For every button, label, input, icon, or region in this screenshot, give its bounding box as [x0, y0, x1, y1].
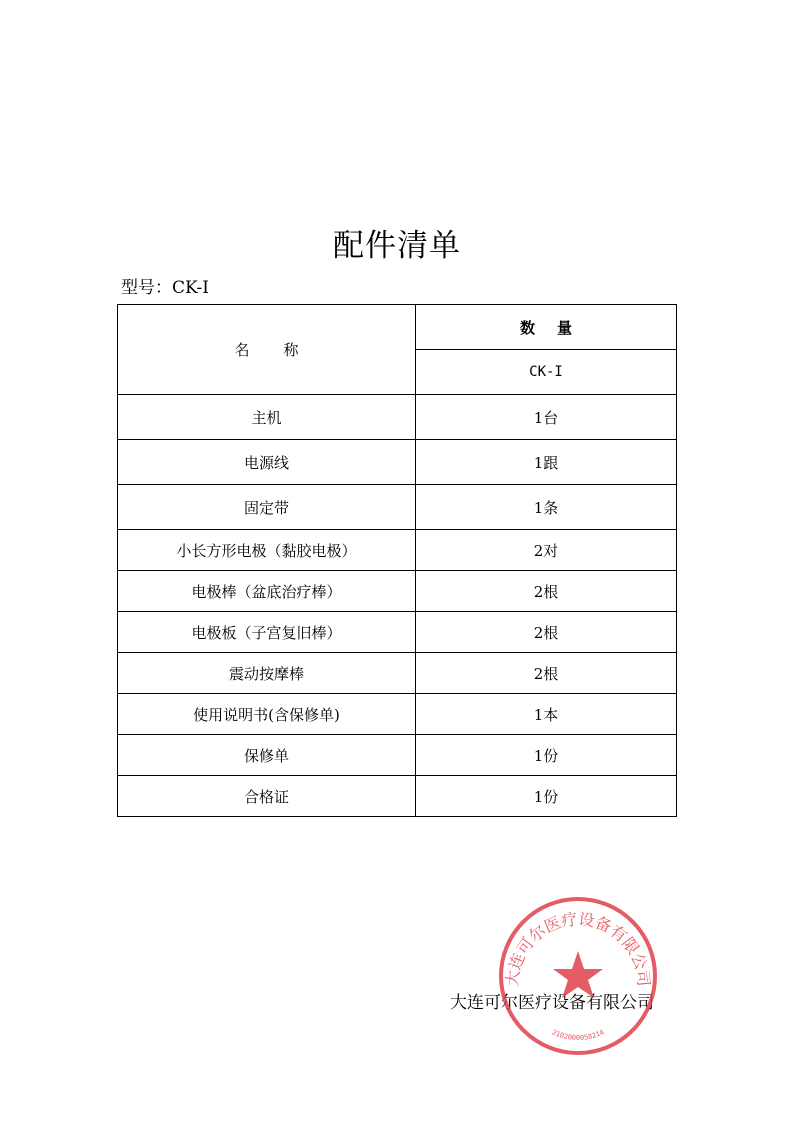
table-row: [118, 694, 677, 735]
item-name: 电极板（子宫复旧棒）: [118, 612, 416, 653]
item-quantity: 1条: [416, 485, 677, 530]
item-name: 保修单: [118, 735, 416, 776]
item-name: 使用说明书(含保修单): [118, 694, 416, 735]
seal-text: 大连可尔医疗设备有限公司: [502, 909, 654, 988]
item-name: 主机: [118, 395, 416, 440]
table-row: [118, 653, 677, 694]
table-row: [118, 735, 677, 776]
item-quantity: 2根: [416, 571, 677, 612]
model-label: 型号：CK-I: [121, 278, 209, 298]
item-name: 电极棒（盆底治疗棒）: [118, 571, 416, 612]
item-name: 震动按摩棒: [118, 653, 416, 694]
table-row: [118, 485, 677, 530]
item-quantity: 2对: [416, 530, 677, 571]
item-name: 小长方形电极（黏胶电极）: [118, 530, 416, 571]
item-quantity: 1份: [416, 776, 677, 817]
table-row: [118, 395, 677, 440]
item-quantity: 1份: [416, 735, 677, 776]
item-name: 电源线: [118, 440, 416, 485]
accessory-table: [117, 304, 677, 817]
item-quantity: 2根: [416, 653, 677, 694]
table-row: [118, 440, 677, 485]
header-name: 名称: [118, 305, 416, 395]
table-header-row: [118, 305, 677, 350]
table-row: [118, 571, 677, 612]
table-row: [118, 776, 677, 817]
table-row: [118, 530, 677, 571]
item-quantity: 1跟: [416, 440, 677, 485]
header-model: CK-I: [416, 350, 677, 395]
item-quantity: 1台: [416, 395, 677, 440]
company-seal: [497, 895, 659, 1057]
star-icon: [553, 951, 603, 998]
item-name: 合格证: [118, 776, 416, 817]
document-title: 配件清单: [333, 228, 461, 264]
company-name: 大连可尔医疗设备有限公司: [450, 993, 654, 1013]
table-row: [118, 612, 677, 653]
item-name: 固定带: [118, 485, 416, 530]
seal-number: 2102000058214: [550, 1028, 606, 1043]
item-quantity: 2根: [416, 612, 677, 653]
item-quantity: 1本: [416, 694, 677, 735]
header-quantity: 数量: [416, 305, 677, 350]
